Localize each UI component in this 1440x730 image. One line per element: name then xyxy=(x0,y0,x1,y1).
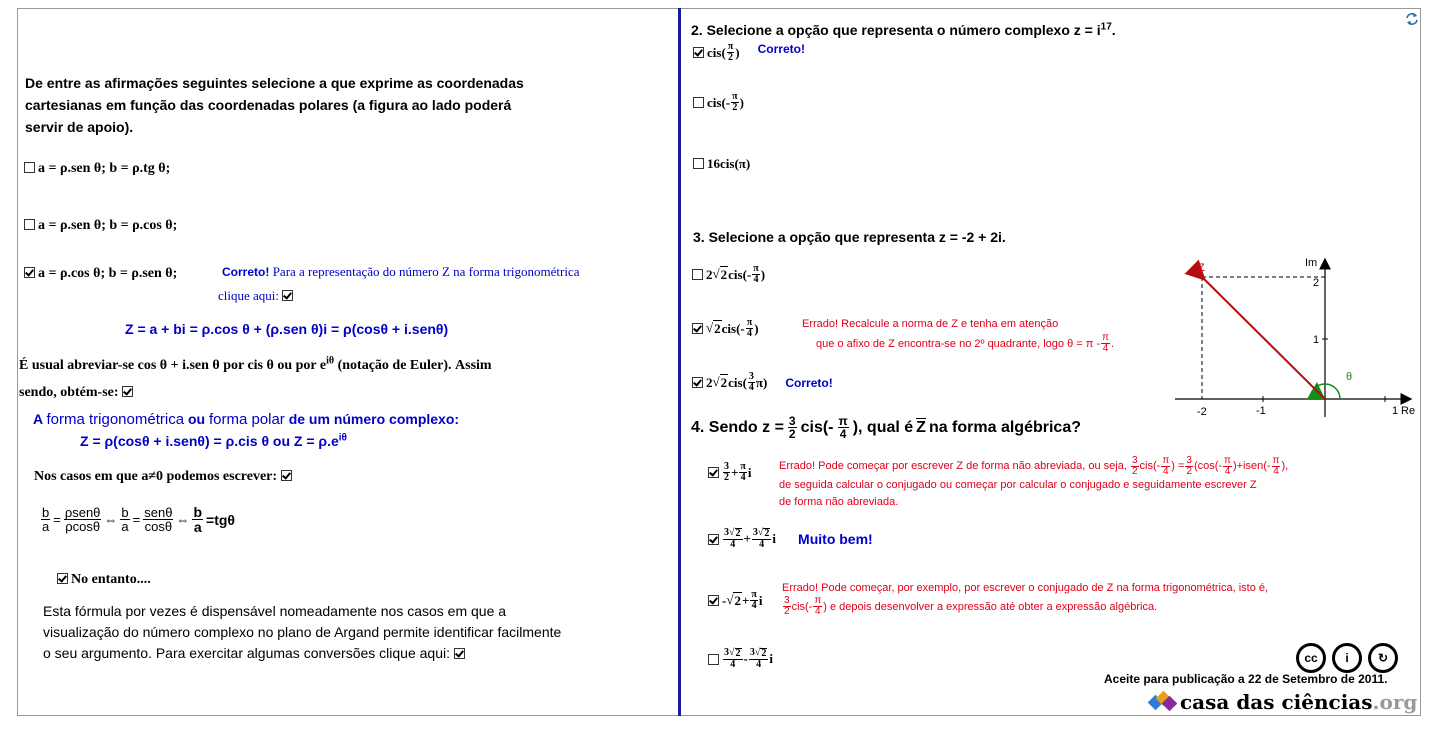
checkbox-icon[interactable] xyxy=(24,219,35,230)
opt-text: 16cis(π) xyxy=(707,156,751,171)
cases-line xyxy=(34,469,295,485)
euler-line: sendo, obtém-se: xyxy=(19,385,119,400)
fraction: 3√ 2 4 xyxy=(752,527,770,550)
checkbox-icon[interactable] xyxy=(122,386,133,397)
sqrt: √ 2 xyxy=(712,266,728,282)
title-text: na forma algébrica? xyxy=(928,418,1081,436)
fraction: $\frac{3}{2}$ xyxy=(784,595,790,617)
argand-graph xyxy=(1170,252,1420,422)
fraction: $\frac{\text{senθ}}{\cos\theta}$ xyxy=(144,505,173,534)
z-bar: $\overline{Z}$ xyxy=(916,418,926,436)
iff-symbol: ⇔ xyxy=(104,512,118,527)
sqrt: √ 2 xyxy=(712,374,728,390)
title-text: cis(- xyxy=(800,418,834,436)
q4-option-4[interactable] xyxy=(708,648,773,670)
equals: = xyxy=(132,512,141,527)
checkbox-icon[interactable] xyxy=(693,47,704,58)
q2-title xyxy=(691,22,1116,38)
checkbox-icon[interactable] xyxy=(282,290,293,301)
q3-option-1[interactable] xyxy=(692,264,765,285)
im-label: Im xyxy=(1305,257,1318,269)
intro-line: servir de apoio). xyxy=(25,119,134,135)
casa-logo-icon xyxy=(1150,693,1176,711)
z-label: Z xyxy=(1198,262,1205,274)
option-text: a = ρ.sen θ; b = ρ.cos θ; xyxy=(38,218,178,233)
option-3-feedback xyxy=(222,264,580,280)
opt-text: ) xyxy=(754,320,759,336)
casa-logo[interactable] xyxy=(1150,690,1417,714)
trig-link[interactable] xyxy=(218,288,296,304)
q4-option-2[interactable] xyxy=(708,528,873,550)
feedback-line: de seguida calcular o conjugado ou começar por calcular o conjugado e seguidamente escrever Z xyxy=(779,479,1257,491)
feedback-text: Para a representação do número Z na forma trigonométrica xyxy=(272,264,580,279)
checkbox-icon[interactable] xyxy=(281,470,292,481)
formula-sup: iθ xyxy=(338,432,347,444)
heading-part: A xyxy=(33,411,43,427)
euler-sup: iθ xyxy=(326,355,335,367)
q3-title: 3. Selecione a opção que representa z = -2 + 2i. xyxy=(693,229,1006,245)
formula-z: Z = a + bi = ρ.cos θ + (ρ.sen θ)i = ρ(cosθ + i.senθ) xyxy=(125,321,449,337)
opt-text: cis(- xyxy=(707,94,731,110)
q4-option-3-feedback xyxy=(782,580,1268,617)
tg-equation xyxy=(40,505,235,534)
tick-label: -1 xyxy=(1256,405,1266,417)
feedback-part: cis(- xyxy=(1139,460,1161,472)
sqrt: √ 2 xyxy=(726,592,741,608)
refresh-icon[interactable] xyxy=(1405,12,1419,26)
correct-label: Correto! xyxy=(757,42,805,56)
feedback-line: Errado! Recalcule a norma de Z e tenha em atenção xyxy=(802,318,1059,330)
checkbox-icon[interactable] xyxy=(692,269,703,280)
fraction: $\frac{\pi}{4}$ xyxy=(1162,455,1170,477)
checkbox-icon[interactable] xyxy=(692,377,703,388)
feedback-part: ) = xyxy=(1171,460,1185,472)
imag-unit: i xyxy=(747,464,752,480)
sa-icon[interactable]: ↻ xyxy=(1368,643,1398,673)
checkbox-icon[interactable] xyxy=(24,267,35,278)
opt-text: π) xyxy=(755,374,768,390)
link-text: clique aqui: xyxy=(218,288,280,303)
q4-title xyxy=(691,415,1081,440)
tg-result: =tgθ xyxy=(206,511,235,528)
cc-license[interactable] xyxy=(1296,643,1398,673)
opt-text: 2 xyxy=(706,374,713,390)
heading-part: ou xyxy=(187,411,206,427)
checkbox-icon[interactable] xyxy=(708,534,719,545)
q2-option-1[interactable] xyxy=(693,42,805,63)
checkbox-icon[interactable] xyxy=(693,158,704,169)
formula-text: Z = ρ(cosθ + i.senθ) = ρ.cis θ ou Z = ρ.e xyxy=(80,433,339,449)
heading-part: forma polar xyxy=(208,411,285,428)
title-sup: 17 xyxy=(1100,21,1112,33)
opt-text: ) xyxy=(735,44,740,60)
plus: + xyxy=(741,592,750,608)
opt-text: cis( xyxy=(728,374,747,390)
feedback-line: que o afixo de Z encontra-se no 2º quadrante, logo θ = π - xyxy=(816,337,1101,350)
euler-line: É usual abreviar-se cos θ + i.sen θ por cis θ ou por e xyxy=(19,358,327,373)
tick-label: 2 xyxy=(1313,277,1320,289)
plus: + xyxy=(743,531,751,546)
correct-label: Correto! xyxy=(785,375,833,390)
feedback-part: (cos(- xyxy=(1193,460,1223,472)
equals: = xyxy=(53,512,61,527)
cases-text: Nos casos em que a≠0 podemos escrever: xyxy=(34,469,278,484)
feedback-part: cis(- xyxy=(791,600,813,613)
fraction: $\frac{\pi}{4}$ xyxy=(1102,332,1109,354)
opt-text: cis( xyxy=(707,44,726,60)
q4-option-1-feedback xyxy=(779,456,1288,511)
fraction: $\frac{\pi}{4}$ xyxy=(746,317,753,339)
paragraph-line: Esta fórmula por vezes é dispensável nomeadamente nos casos em que a xyxy=(43,603,507,619)
euler-line: (notação de Euler). Assim xyxy=(334,358,492,373)
fraction: $\frac{3}{2}$ xyxy=(724,461,729,483)
opt-text: 2 xyxy=(706,266,713,282)
checkbox-icon[interactable] xyxy=(708,595,719,606)
trig-heading xyxy=(33,411,459,428)
feedback-line: de forma não abreviada. xyxy=(779,496,899,508)
fraction: $\frac{b}{a}$ xyxy=(121,505,129,534)
no-entanto-text: No entanto.... xyxy=(71,572,151,587)
fraction: $\frac{\pi}{4}$ xyxy=(740,461,746,483)
fraction: $\frac{3}{2}$ xyxy=(788,414,796,441)
iff-symbol: ⇔ xyxy=(176,512,190,527)
correct-label: Muito bem! xyxy=(798,531,873,547)
feedback-part: ), xyxy=(1281,460,1289,472)
intro-line: cartesianas em função das coordenadas polares (a figura ao lado poderá xyxy=(25,97,512,113)
fraction: $\frac{3}{2}$ xyxy=(1186,455,1192,477)
paragraph-line: o seu argumento. Para exercitar algumas conversões clique aqui: xyxy=(43,645,450,661)
checkbox-icon[interactable] xyxy=(708,654,719,665)
checkbox-icon[interactable] xyxy=(454,648,465,659)
correct-label: Correto! xyxy=(222,265,270,279)
sqrt: √ 2 xyxy=(706,320,721,336)
z-vector xyxy=(1203,278,1325,399)
q4-option-3[interactable] xyxy=(708,590,763,611)
fraction: 3√ 2 4 xyxy=(749,647,767,670)
q2-option-2[interactable] xyxy=(693,92,744,113)
feedback-line: Errado! Pode começar, por exemplo, por escrever o conjugado de Z na forma trigonométrica, isto é, xyxy=(782,582,1269,594)
intro-line: De entre as afirmações seguintes selecione a que exprime as coordenadas xyxy=(25,75,524,91)
tick-label: -2 xyxy=(1197,406,1207,418)
paragraph-line: visualização do número complexo no plano de Argand permite identificar facilmente xyxy=(43,624,562,640)
minus: - xyxy=(722,592,727,608)
left-option-3[interactable] xyxy=(24,266,177,282)
accepted-date: Aceite para publicação a 22 de Setembro de 2011. xyxy=(1104,672,1388,686)
checkbox-icon[interactable] xyxy=(692,323,703,334)
fraction: $\frac{\pi}{4}$ xyxy=(751,589,757,611)
fraction: $\frac{b}{a}$ xyxy=(42,505,50,534)
q2-option-3[interactable] xyxy=(693,156,750,172)
fraction: $\frac{\pi}{4}$ xyxy=(753,263,759,285)
cc-icon[interactable]: cc xyxy=(1296,643,1326,673)
feedback-part: ) e depois desenvolver a expressão até obter a expressão algébrica. xyxy=(823,600,1158,613)
left-option-2[interactable] xyxy=(24,218,177,234)
q4-option-1[interactable] xyxy=(708,462,752,483)
imag-unit: i xyxy=(758,592,763,608)
trig-formula xyxy=(80,433,347,449)
fraction: 3√ 2 4 xyxy=(724,647,741,670)
opt-text: cis(- xyxy=(721,320,745,336)
no-entanto[interactable] xyxy=(57,572,151,588)
opt-text: cis(- xyxy=(728,266,752,282)
fraction: $\frac{\pi}{2}$ xyxy=(732,91,738,113)
q3-option-3[interactable] xyxy=(692,372,833,393)
imag-unit: i xyxy=(769,651,773,666)
re-label: Re xyxy=(1401,405,1416,417)
logo-org: .org xyxy=(1372,690,1418,714)
option-text: a = ρ.cos θ; b = ρ.sen θ; xyxy=(38,266,178,281)
fraction: $\frac{\pi}{4}$ xyxy=(814,595,822,617)
option-text: a = ρ.sen θ; b = ρ.tg θ; xyxy=(38,161,171,176)
fraction: $\frac{\text{ρsenθ}}{\rho\cos\theta}$ xyxy=(64,505,101,534)
fraction: 3√ 2 4 xyxy=(724,527,741,550)
fraction: $\frac{\pi}{4}$ xyxy=(1272,455,1280,477)
title-text: 4. Sendo z = xyxy=(691,418,784,436)
euler-text xyxy=(19,352,492,406)
title-text: ), qual é xyxy=(852,418,914,436)
q3-option-2[interactable] xyxy=(692,318,759,339)
left-option-1[interactable] xyxy=(24,161,170,177)
logo-text: casa das ciências xyxy=(1180,690,1373,714)
intro-text xyxy=(25,72,524,138)
by-icon[interactable]: i xyxy=(1332,643,1362,673)
panel-divider xyxy=(678,8,681,716)
paragraph xyxy=(43,601,561,664)
q3-option-2-feedback xyxy=(802,315,1114,354)
checkbox-icon[interactable] xyxy=(708,467,719,478)
tick-label: 1 xyxy=(1313,334,1320,346)
opt-text: ) xyxy=(760,266,766,282)
fraction: $\frac{\pi}{2}$ xyxy=(727,41,734,63)
minus: - xyxy=(743,651,748,666)
feedback-end: . xyxy=(1110,337,1115,350)
tick-label: 1 xyxy=(1392,405,1399,417)
checkbox-icon[interactable] xyxy=(24,162,35,173)
heading-part: forma trigonométrica xyxy=(46,411,185,428)
plus: + xyxy=(731,464,739,480)
fraction: $\frac{\pi}{4}$ xyxy=(838,414,848,441)
imag-unit: i xyxy=(772,531,777,546)
fraction: $\frac{b}{a}$ xyxy=(193,504,203,535)
fraction: $\frac{\pi}{4}$ xyxy=(1224,455,1231,477)
theta-label: θ xyxy=(1346,371,1353,383)
checkbox-icon[interactable] xyxy=(693,97,704,108)
fraction: $\frac{3}{4}$ xyxy=(748,371,754,393)
checkbox-icon[interactable] xyxy=(57,573,68,584)
opt-text: ) xyxy=(739,94,744,110)
feedback-line: Errado! Pode começar por escrever Z de forma não abreviada, ou seja, xyxy=(779,460,1127,472)
feedback-part: )+isen(- xyxy=(1232,460,1271,472)
fraction: $\frac{3}{2}$ xyxy=(1131,455,1138,477)
heading-part: de um número complexo: xyxy=(288,411,460,427)
title-end: . xyxy=(1111,22,1116,38)
title-text: 2. Selecione a opção que representa o número complexo z = i xyxy=(691,22,1101,38)
